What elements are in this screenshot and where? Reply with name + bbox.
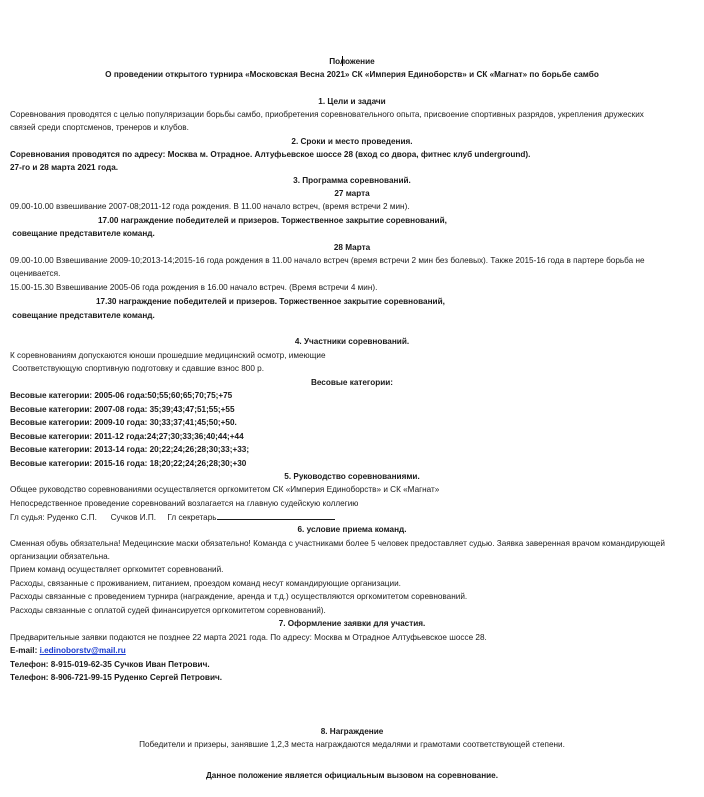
weight-category: Весовые категории: 2007-08 года: 35;39;43;47;51;55;+55 (10, 405, 235, 414)
doc-title: Положение (329, 57, 375, 66)
weights-title: Весовые категории: (310, 378, 394, 387)
signature-line (217, 511, 335, 520)
weight-category: Весовые категории: 2013-14 года: 20;22;24;26;28;30;33;+33; (10, 445, 250, 454)
section-4-line: К соревнованиям допускаются юноши прошедшие медицинский осмотр, имеющие (10, 351, 326, 360)
section-6-line: организации обязательна. (10, 552, 110, 561)
section-6-line: Расходы связанные с оплатой судей финансируется оргкомитетом соревнований). (10, 606, 326, 615)
phone-1: Телефон: 8-915-019-62-35 Сучков Иван Петрович. (10, 660, 210, 669)
section-6-line: Расходы, связанные с проживанием, питанием, проездом команд несут командирующие организации. (10, 579, 401, 588)
section-2-dates: 27-го и 28 марта 2021 года. (10, 163, 119, 172)
doc-subtitle: О проведении открытого турнира «Московская Весна 2021» СК «Империя Единоборств» и СК «Магнат» по борьбе самбо (105, 70, 599, 79)
section-1-line: связей среди спортсменов, тренеров и клубов. (10, 123, 189, 132)
section-3-heading: 3. Программа соревнований. (293, 176, 411, 185)
section-5-heading: 5. Руководство соревнованиями. (284, 472, 420, 481)
section-6-heading: 6. условие приема команд. (297, 525, 407, 534)
section-8-line: Победители и призеры, занявшие 1,2,3 места награждаются медалями и грамотами соответствующей степени. (139, 740, 565, 749)
day-2-meeting: совещание представителе команд. (10, 311, 155, 320)
weight-category: Весовые категории: 2011-12 года:24;27;30;33;36;40;44;+44 (10, 432, 244, 441)
final-statement: Данное положение является официальным вызовом на соревнование. (205, 771, 499, 780)
email-line (10, 645, 126, 656)
section-7-deadline: Предварительные заявки подаются не позднее 22 марта 2021 года. По адресу: Москва м Отрадное Алтуфьевское шоссе 28. (10, 633, 487, 642)
section-5-line: Общее руководство соревнованиями осуществляется оргкомитетом СК «Империя Единоборств» и СК «Магнат» (10, 485, 440, 494)
section-4-heading: 4. Участники соревнований. (294, 337, 410, 346)
judges-line (10, 511, 335, 523)
day-2-weighin-2: 15.00-15.30 Взвешивание 2005-06 года рождения в 16.00 начало встреч. (Время встречи 4 мин). (10, 283, 378, 292)
day-2-date: 28 Марта (333, 243, 371, 252)
section-2-address: Соревнования проводятся по адресу: Москва м. Отрадное. Алтуфьевское шоссе 28 (вход со двора, фитнес клуб underground). (10, 150, 531, 159)
phone-2: Телефон: 8-906-721-99-15 Руденко Сергей Петрович. (10, 673, 223, 682)
section-6-line: Сменная обувь обязательна! Медецинские маски обязательно! Команда с участниками более 5 человек предоставляет судью. Заявка заверенная врачом командирующей (10, 539, 665, 548)
day-2-weighin-cont: оценивается. (10, 269, 61, 278)
email-label: E-mail: (10, 646, 40, 655)
section-1-heading: 1. Цели и задачи (318, 97, 386, 106)
day-2-awards: 17.30 награждение победителей и призеров. Торжественное закрытие соревнований, (96, 297, 445, 306)
section-2-heading: 2. Сроки и место проведения. (291, 137, 413, 146)
section-4-line: Соответствующую спортивную подготовку и сдавшие взнос 800 р. (10, 364, 264, 373)
day-1-awards: 17.00 награждение победителей и призеров. Торжественное закрытие соревнований, (98, 216, 447, 225)
weight-category: Весовые категории: 2015-16 года: 18;20;22;24;26;28;30;+30 (10, 459, 247, 468)
section-7-heading: 7. Оформление заявки для участия. (278, 619, 426, 628)
weight-category: Весовые категории: 2009-10 года: 30;33;37;41;45;50;+50. (10, 418, 237, 427)
section-8-heading: 8. Награждение (320, 727, 384, 736)
section-5-line: Непосредственное проведение соревнований возлагается на главную судейскую коллегию (10, 499, 359, 508)
day-1-meeting: совещание представителе команд. (10, 229, 155, 238)
section-6-line: Расходы связанные с проведением турнира (награждение, аренда и т.д.) осуществляются оргкомитетом соревнований. (10, 592, 468, 601)
day-1-weighin: 09.00-10.00 взвешивание 2007-08;2011-12 года рождения. В 11.00 начало встреч, (время встречи 2 мин). (10, 202, 410, 211)
email-link[interactable]: i.edinoborstv@mail.ru (39, 646, 126, 655)
day-2-weighin: 09.00-10.00 Взвешивание 2009-10;2013-14;2015-16 года рождения в 11.00 начало встреч (время встречи 2 мин без болевых). Также 2015-16 года в партере борьба не (10, 256, 645, 265)
judges-text: Гл судья: Руденко С.П. Сучков И.П. Гл секретарь (10, 513, 217, 522)
weight-category: Весовые категории: 2005-06 года:50;55;60;65;70;75;+75 (10, 391, 233, 400)
section-1-line: Соревнования проводятся с целью популяризации борьбы самбо, приобретения соревновательного опыта, присвоение спортивных разрядов, укрепления дружеских (10, 110, 644, 119)
day-1-date: 27 марта (334, 189, 370, 198)
section-6-line: Прием команд осуществляет оргкомитет соревнований. (10, 565, 224, 574)
